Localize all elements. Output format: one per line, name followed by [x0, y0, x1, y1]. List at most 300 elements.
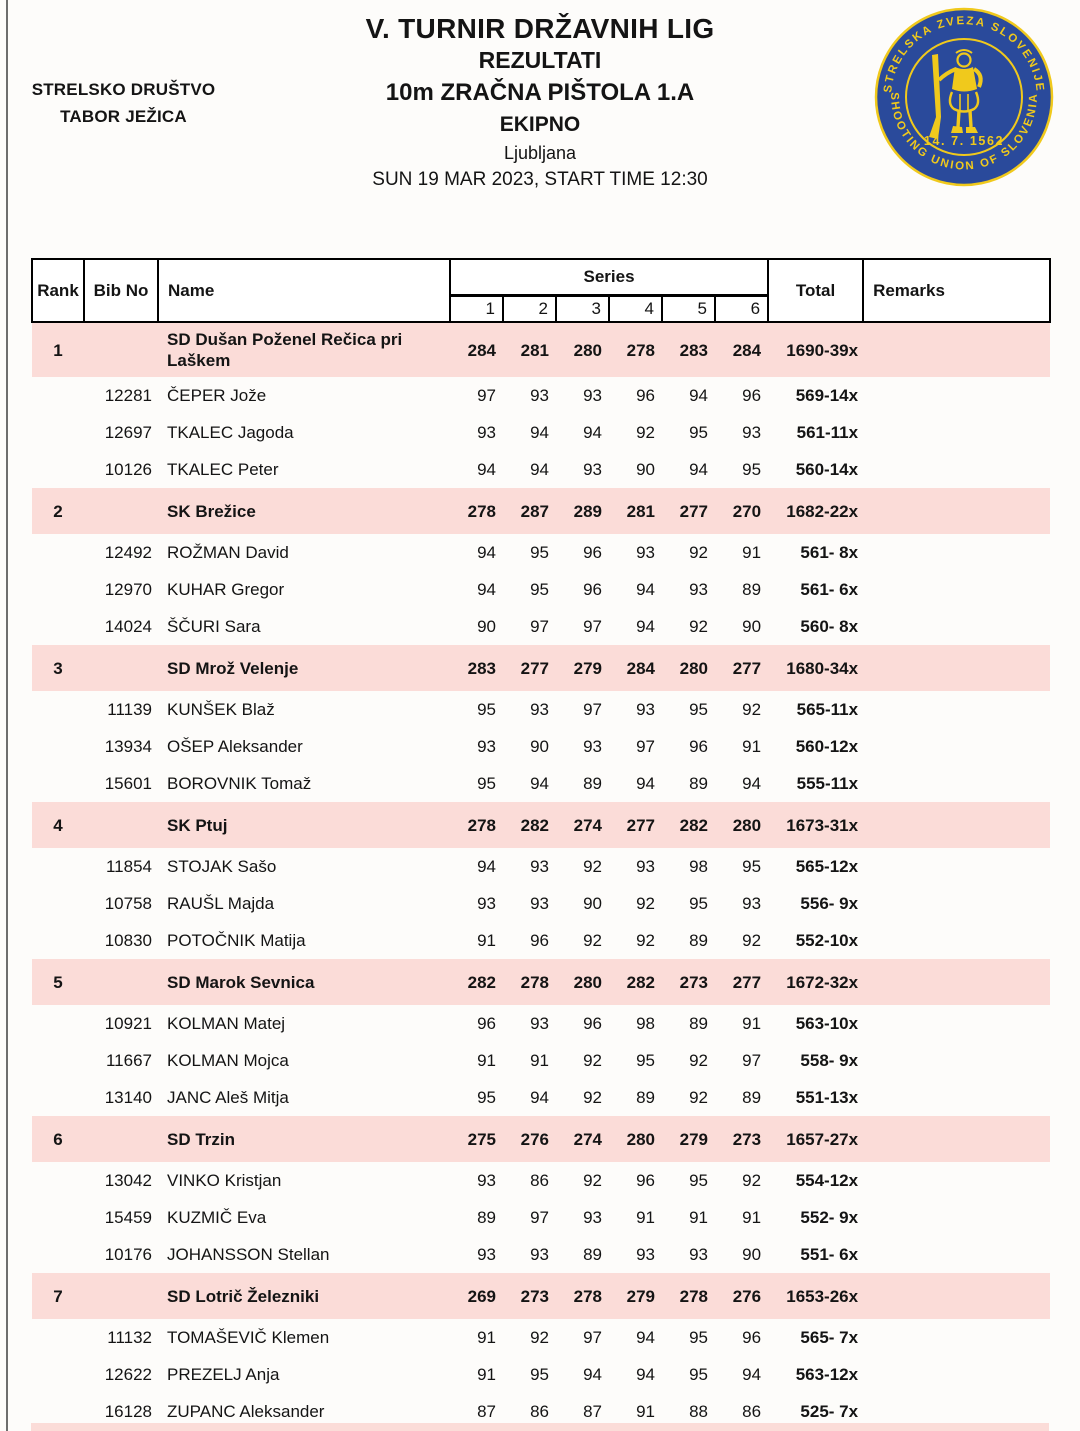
rank-cell	[32, 1079, 84, 1116]
name-cell: ŠČURI Sara	[167, 617, 261, 636]
total-cell: 551-13x	[795, 1088, 859, 1107]
series-2-cell: 91	[530, 1051, 549, 1070]
series-4-cell: 284	[609, 645, 662, 691]
series-2-cell: 92	[530, 1328, 549, 1347]
remarks-cell	[863, 922, 1050, 959]
series-6-cell: 92	[742, 931, 762, 950]
page-left-edge	[6, 0, 8, 1431]
series-1-cell: 91	[477, 1365, 496, 1384]
member-row	[32, 377, 1050, 414]
member-row	[32, 691, 1050, 728]
header-remarks: Remarks	[863, 259, 1050, 322]
series-2-cell: 96	[530, 931, 549, 950]
name-cell: SD Dušan Poženel Rečica pri Laškem	[158, 322, 450, 377]
series-2-cell: 93	[530, 700, 549, 719]
bib-cell: 13042	[104, 1171, 152, 1190]
series-4-cell: 92	[636, 423, 655, 442]
series-3-cell: 92	[583, 931, 602, 950]
series-3-cell: 289	[556, 488, 609, 534]
series-5-cell: 273	[662, 959, 715, 1005]
table-header	[32, 259, 1050, 322]
series-3-cell: 92	[583, 1088, 602, 1107]
series-3-cell: 96	[583, 1014, 602, 1033]
bib-cell: 14024	[104, 617, 152, 636]
series-3-cell: 93	[583, 1208, 602, 1227]
total-cell: 561- 6x	[800, 580, 859, 599]
remarks-cell	[863, 765, 1050, 802]
total-cell: 563-10x	[795, 1014, 859, 1033]
rank-cell: 6	[32, 1116, 84, 1162]
series-6-cell: 284	[715, 322, 768, 377]
series-2-cell: 277	[503, 645, 556, 691]
series-2-cell: 97	[530, 1208, 549, 1227]
series-5-cell: 89	[689, 931, 708, 950]
series-3-cell: 93	[583, 386, 602, 405]
series-4-cell: 90	[636, 460, 655, 479]
series-4-cell: 96	[636, 1171, 655, 1190]
series-4-cell: 93	[636, 700, 655, 719]
remarks-cell	[863, 728, 1050, 765]
header-rank: Rank	[32, 259, 84, 322]
series-5-cell: 280	[662, 645, 715, 691]
series-3-cell: 92	[583, 1051, 602, 1070]
bib-cell: 13140	[104, 1088, 152, 1107]
subtitle-team-event: EKIPNO	[499, 113, 581, 136]
series-6-cell: 96	[742, 1328, 762, 1347]
series-5-cell: 93	[689, 580, 708, 599]
remarks-cell	[863, 1005, 1050, 1042]
name-cell: TOMAŠEVIČ Klemen	[167, 1328, 330, 1347]
team-row	[32, 645, 1050, 691]
series-4-cell: 95	[636, 1051, 655, 1070]
series-6-cell: 91	[742, 543, 762, 562]
series-4-cell: 94	[636, 1365, 655, 1384]
remarks-cell	[863, 1273, 1050, 1319]
series-3-cell: 279	[556, 645, 609, 691]
series-4-cell: 91	[636, 1208, 655, 1227]
series-6-cell: 95	[742, 857, 762, 876]
organizer-line1: STRELSKO DRUŠTVO	[31, 80, 216, 99]
series-1-cell: 278	[450, 802, 503, 848]
total-cell: 552-10x	[795, 931, 859, 950]
member-row	[32, 414, 1050, 451]
series-3-cell: 92	[583, 857, 602, 876]
series-1-cell: 96	[477, 1014, 496, 1033]
rank-cell	[32, 922, 84, 959]
title-block	[220, 12, 860, 193]
series-4-cell: 98	[636, 1014, 655, 1033]
series-1-cell: 275	[450, 1116, 503, 1162]
series-2-cell: 97	[530, 617, 549, 636]
bib-cell	[84, 1273, 158, 1319]
bib-cell: 10126	[104, 460, 152, 479]
remarks-cell	[863, 377, 1050, 414]
series-4-cell: 278	[609, 322, 662, 377]
series-5-cell: 279	[662, 1116, 715, 1162]
logo-bottom-arc-text: SHOOTING UNION OF SLOVENIA	[888, 92, 1040, 173]
series-6-cell: 280	[715, 802, 768, 848]
member-row	[32, 848, 1050, 885]
series-2-cell: 86	[530, 1171, 549, 1190]
series-1-cell: 94	[477, 460, 496, 479]
bib-cell	[84, 1116, 158, 1162]
series-3-cell: 280	[556, 322, 609, 377]
team-row	[32, 802, 1050, 848]
remarks-cell	[863, 414, 1050, 451]
results-body	[32, 322, 1050, 1430]
rank-cell: 5	[32, 959, 84, 1005]
total-cell: 1680-34x	[768, 645, 863, 691]
member-row	[32, 765, 1050, 802]
series-5-cell: 88	[689, 1402, 708, 1421]
series-4-cell: 94	[636, 1328, 655, 1347]
series-6-cell: 91	[742, 1208, 762, 1227]
series-4-cell: 91	[636, 1402, 655, 1421]
series-5-cell: 283	[662, 322, 715, 377]
total-cell: 565-12x	[795, 857, 859, 876]
total-cell: 569-14x	[795, 386, 859, 405]
bib-cell: 15601	[104, 774, 152, 793]
series-5-cell: 96	[689, 737, 708, 756]
series-1-cell: 282	[450, 959, 503, 1005]
name-cell: RAUŠL Majda	[167, 894, 275, 913]
header-series: Series	[450, 259, 768, 295]
rank-cell	[32, 728, 84, 765]
series-1-cell: 283	[450, 645, 503, 691]
series-6-cell: 97	[742, 1051, 762, 1070]
series-1-cell: 278	[450, 488, 503, 534]
bib-cell	[84, 322, 158, 377]
remarks-cell	[863, 645, 1050, 691]
total-cell: 1672-32x	[768, 959, 863, 1005]
bib-cell	[84, 959, 158, 1005]
member-row	[32, 885, 1050, 922]
series-5-cell: 282	[662, 802, 715, 848]
series-1-cell: 87	[477, 1402, 496, 1421]
series-4-cell: 93	[636, 543, 655, 562]
series-2-cell: 273	[503, 1273, 556, 1319]
series-6-cell: 94	[742, 774, 762, 793]
rank-cell	[32, 885, 84, 922]
remarks-cell	[863, 1042, 1050, 1079]
series-6-cell: 96	[742, 386, 762, 405]
total-cell: 560-14x	[795, 460, 859, 479]
series-4-cell: 279	[609, 1273, 662, 1319]
header-bib-no: Bib No	[84, 259, 158, 322]
series-1-cell: 93	[477, 1171, 496, 1190]
remarks-cell	[863, 691, 1050, 728]
bib-cell: 11667	[105, 1051, 152, 1070]
team-row	[32, 1116, 1050, 1162]
series-6-cell: 93	[742, 423, 762, 442]
logo-founding-date: 14. 7. 1562	[923, 134, 1005, 148]
series-3-cell: 274	[556, 802, 609, 848]
name-cell: STOJAK Sašo	[167, 857, 277, 876]
team-row	[32, 959, 1050, 1005]
series-3-cell: 97	[583, 700, 602, 719]
partial-next-row	[31, 1423, 1049, 1431]
series-5-cell: 94	[689, 460, 708, 479]
total-cell: 1690-39x	[768, 322, 863, 377]
series-6-cell: 277	[715, 959, 768, 1005]
total-cell: 561-11x	[796, 423, 859, 442]
series-1-cell: 93	[477, 423, 496, 442]
name-cell: SD Marok Sevnica	[158, 959, 450, 1005]
series-2-cell: 90	[530, 737, 549, 756]
remarks-cell	[863, 488, 1050, 534]
remarks-cell	[863, 608, 1050, 645]
organizer-line2: TABOR JEŽICA	[60, 107, 187, 126]
remarks-cell	[863, 1236, 1050, 1273]
team-row	[32, 322, 1050, 377]
series-4-cell: 93	[636, 857, 655, 876]
series-2-cell: 94	[530, 460, 549, 479]
series-6-cell: 270	[715, 488, 768, 534]
series-2-cell: 93	[530, 386, 549, 405]
rank-cell	[32, 1319, 84, 1356]
member-row	[32, 728, 1050, 765]
total-cell: 561- 8x	[800, 543, 859, 562]
rank-cell	[32, 1356, 84, 1393]
series-3-cell: 97	[583, 1328, 602, 1347]
team-row	[32, 1273, 1050, 1319]
series-6-cell: 276	[715, 1273, 768, 1319]
series-5-cell: 95	[689, 1328, 708, 1347]
name-cell: POTOČNIK Matija	[167, 931, 306, 950]
series-3-cell: 93	[583, 460, 602, 479]
name-cell: TKALEC Peter	[167, 460, 279, 479]
series-5-cell: 94	[689, 386, 708, 405]
name-cell: ČEPER Jože	[167, 386, 267, 405]
series-1-cell: 94	[477, 857, 496, 876]
bib-cell	[84, 802, 158, 848]
bib-cell: 12970	[104, 580, 152, 599]
total-cell: 525- 7x	[800, 1402, 859, 1421]
remarks-cell	[863, 1116, 1050, 1162]
series-6-cell: 90	[742, 617, 762, 636]
series-4-cell: 94	[636, 617, 655, 636]
series-1-cell: 95	[477, 774, 496, 793]
series-1-cell: 93	[477, 1245, 496, 1264]
event-location: Ljubljana	[503, 143, 577, 163]
series-3-cell: 96	[583, 543, 602, 562]
series-5-cell: 92	[689, 543, 708, 562]
remarks-cell	[863, 1079, 1050, 1116]
name-cell: BOROVNIK Tomaž	[167, 774, 312, 793]
header-series-1: 1	[450, 295, 503, 322]
series-2-cell: 94	[530, 774, 549, 793]
name-cell: JOHANSSON Stellan	[167, 1245, 330, 1264]
series-2-cell: 93	[530, 1245, 549, 1264]
remarks-cell	[863, 322, 1050, 377]
series-6-cell: 93	[742, 894, 762, 913]
series-3-cell: 87	[583, 1402, 602, 1421]
bib-cell: 11132	[107, 1328, 152, 1347]
series-2-cell: 282	[503, 802, 556, 848]
series-1-cell: 93	[477, 737, 496, 756]
series-1-cell: 97	[477, 386, 496, 405]
remarks-cell	[863, 451, 1050, 488]
series-1-cell: 269	[450, 1273, 503, 1319]
series-1-cell: 91	[477, 1328, 496, 1347]
total-cell: 556- 9x	[800, 894, 859, 913]
series-6-cell: 90	[742, 1245, 762, 1264]
remarks-cell	[863, 571, 1050, 608]
subtitle-results: REZULTATI	[478, 47, 602, 73]
bib-cell: 11139	[107, 700, 152, 719]
event-datetime: SUN 19 MAR 2023, START TIME 12:30	[372, 169, 708, 190]
series-4-cell: 93	[636, 1245, 655, 1264]
series-3-cell: 274	[556, 1116, 609, 1162]
header-name: Name	[158, 259, 450, 322]
rank-cell	[32, 414, 84, 451]
header-series-3: 3	[556, 295, 609, 322]
member-row	[32, 1005, 1050, 1042]
series-6-cell: 91	[742, 1014, 762, 1033]
bib-cell: 12281	[104, 386, 152, 405]
total-cell: 560-12x	[795, 737, 859, 756]
series-6-cell: 277	[715, 645, 768, 691]
series-4-cell: 92	[636, 894, 655, 913]
name-cell: SD Lotrič Železniki	[158, 1273, 450, 1319]
rank-cell	[32, 608, 84, 645]
total-cell: 558- 9x	[800, 1051, 859, 1070]
name-cell: KUHAR Gregor	[167, 580, 285, 599]
series-4-cell: 94	[636, 580, 655, 599]
bib-cell: 10921	[104, 1014, 152, 1033]
member-row	[32, 1199, 1050, 1236]
member-row	[32, 534, 1050, 571]
series-4-cell: 281	[609, 488, 662, 534]
series-2-cell: 93	[530, 894, 549, 913]
bib-cell	[84, 488, 158, 534]
name-cell: OŠEP Aleksander	[167, 737, 303, 756]
series-3-cell: 93	[583, 737, 602, 756]
header-series-2: 2	[503, 295, 556, 322]
series-5-cell: 98	[689, 857, 708, 876]
header-total: Total	[768, 259, 863, 322]
rank-cell: 2	[32, 488, 84, 534]
series-6-cell: 89	[742, 1088, 762, 1107]
bib-cell: 12697	[104, 423, 152, 442]
name-cell: ZUPANC Aleksander	[167, 1402, 325, 1421]
rank-cell	[32, 1162, 84, 1199]
series-1-cell: 95	[477, 1088, 496, 1107]
series-2-cell: 276	[503, 1116, 556, 1162]
remarks-cell	[863, 1199, 1050, 1236]
header-series-6: 6	[715, 295, 768, 322]
rank-cell: 3	[32, 645, 84, 691]
series-2-cell: 287	[503, 488, 556, 534]
series-2-cell: 95	[530, 1365, 549, 1384]
series-6-cell: 95	[742, 460, 762, 479]
bib-cell: 13934	[104, 737, 152, 756]
series-3-cell: 278	[556, 1273, 609, 1319]
remarks-cell	[863, 1319, 1050, 1356]
series-2-cell: 86	[530, 1402, 549, 1421]
series-1-cell: 91	[477, 1051, 496, 1070]
member-row	[32, 1236, 1050, 1273]
member-row	[32, 608, 1050, 645]
rank-cell: 7	[32, 1273, 84, 1319]
total-cell: 565- 7x	[800, 1328, 859, 1347]
rank-cell	[32, 1042, 84, 1079]
member-row	[32, 1356, 1050, 1393]
series-1-cell: 91	[477, 931, 496, 950]
series-2-cell: 93	[530, 1014, 549, 1033]
series-4-cell: 96	[636, 386, 655, 405]
series-5-cell: 93	[689, 1245, 708, 1264]
rank-cell	[32, 571, 84, 608]
bib-cell: 10176	[104, 1245, 152, 1264]
series-2-cell: 95	[530, 543, 549, 562]
rank-cell	[32, 1005, 84, 1042]
bib-cell: 16128	[104, 1402, 152, 1421]
series-3-cell: 97	[583, 617, 602, 636]
series-3-cell: 89	[583, 1245, 602, 1264]
series-6-cell: 89	[742, 580, 762, 599]
series-3-cell: 92	[583, 1171, 602, 1190]
remarks-cell	[863, 848, 1050, 885]
name-cell: SK Ptuj	[158, 802, 450, 848]
bib-cell: 11854	[105, 857, 152, 876]
total-cell: 1682-22x	[768, 488, 863, 534]
series-3-cell: 94	[583, 423, 602, 442]
rank-cell	[32, 691, 84, 728]
member-row	[32, 1319, 1050, 1356]
subtitle-discipline: 10m ZRAČNA PIŠTOLA 1.A	[385, 79, 695, 106]
total-cell: 555-11x	[796, 774, 859, 793]
name-cell: KUNŠEK Blaž	[167, 700, 275, 719]
rank-cell	[32, 1236, 84, 1273]
member-row	[32, 1042, 1050, 1079]
total-cell: 551- 6x	[800, 1245, 859, 1264]
total-cell: 1653-26x	[768, 1273, 863, 1319]
rank-cell	[32, 1199, 84, 1236]
logo-top-arc-text: STRELSKA ZVEZA SLOVENIJE	[882, 15, 1046, 94]
remarks-cell	[863, 534, 1050, 571]
series-1-cell: 93	[477, 894, 496, 913]
header-series-4: 4	[609, 295, 662, 322]
series-2-cell: 281	[503, 322, 556, 377]
name-cell: ROŽMAN David	[167, 543, 289, 562]
series-3-cell: 89	[583, 774, 602, 793]
remarks-cell	[863, 959, 1050, 1005]
series-4-cell: 282	[609, 959, 662, 1005]
results-table	[31, 258, 1051, 1430]
series-3-cell: 96	[583, 580, 602, 599]
series-3-cell: 280	[556, 959, 609, 1005]
series-4-cell: 280	[609, 1116, 662, 1162]
series-1-cell: 94	[477, 543, 496, 562]
team-row	[32, 488, 1050, 534]
header-series-5: 5	[662, 295, 715, 322]
series-5-cell: 92	[689, 617, 708, 636]
total-cell: 1673-31x	[768, 802, 863, 848]
series-1-cell: 284	[450, 322, 503, 377]
rank-cell	[32, 848, 84, 885]
organizer-block	[26, 76, 221, 130]
series-6-cell: 273	[715, 1116, 768, 1162]
series-5-cell: 95	[689, 1365, 708, 1384]
rank-cell	[32, 534, 84, 571]
series-5-cell: 95	[689, 1171, 708, 1190]
bib-cell	[84, 645, 158, 691]
series-2-cell: 94	[530, 423, 549, 442]
name-cell: SD Trzin	[158, 1116, 450, 1162]
total-cell: 565-11x	[796, 700, 859, 719]
name-cell: VINKO Kristjan	[167, 1171, 282, 1190]
